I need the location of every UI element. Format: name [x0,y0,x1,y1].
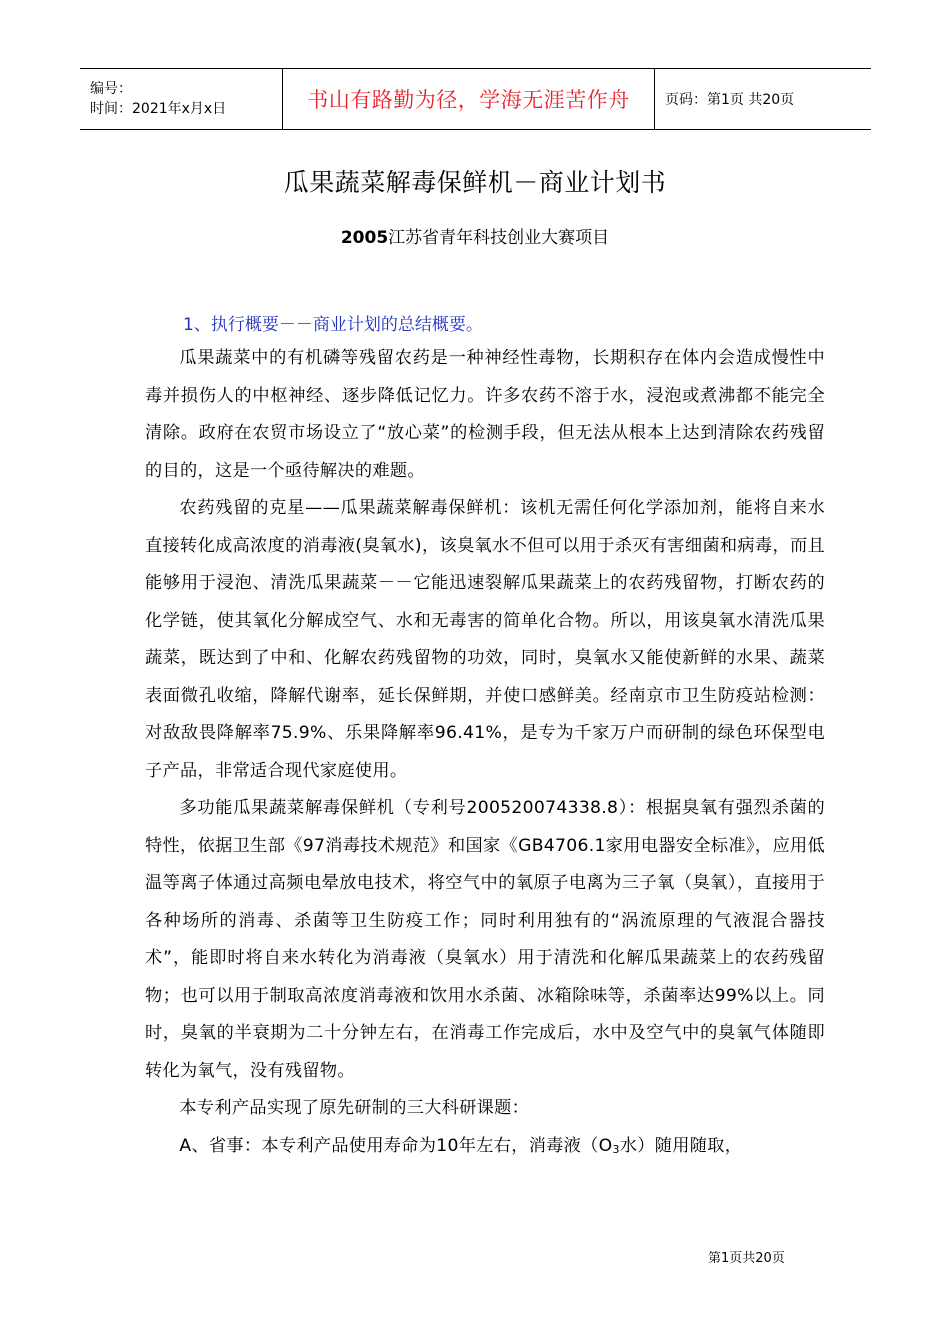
last-line-suffix: 水）随用随取， [619,1135,743,1156]
ozone-subscript: 3 [612,1142,620,1156]
paragraph: 本专利产品实现了原先研制的三大科研课题： [179,1098,530,1118]
document-title: 瓜果蔬菜解毒保鲜机－商业计划书 [283,168,667,197]
header-meta [80,69,282,129]
paragraph: 多功能瓜果蔬菜解毒保鲜机（专利号200520074338.8）：根据臭氧有强烈杀菌的特性，依据卫生部《97消毒技术规范》和国家《GB4706.1家用电器安全标准》，应用低温等离子体通过高频电晕放电技术，将空气中的氧原子电离为三子氧（臭氧），直接用于各种场所的消毒、杀菌等卫生防疫工作；同时利用独有的“涡流原理的气液混合器技术”，能即时将自来水转化为消毒液（臭氧水）用于清洗和化解瓜果蔬菜上的农药残留物；也可以用于制取高浓度消毒液和饮用水杀菌、冰箱除味等，杀菌率达99%以上。同时，臭氧的半衰期为二十分钟左右，在消毒工作完成后，水中及空气中的臭氧气体随即转化为氧气，没有残留物。 [145,798,825,1081]
section-heading: 1、执行概要－－商业计划的总结概要。 [183,315,483,335]
subtitle-year: 2005 [340,228,389,248]
serial-label: 编号： [90,81,132,97]
header-table [80,68,871,130]
subtitle-text: 江苏省青年科技创业大赛项目 [388,228,610,248]
header-page-info: 页码：第1页 共20页 [665,92,795,108]
footer-page-info: 第1页共20页 [708,1251,785,1266]
paragraph-last-line [145,1128,825,1169]
paragraph: 农药残留的克星——瓜果蔬菜解毒保鲜机：该机无需任何化学添加剂，能将自来水直接转化成高浓度的消毒液(臭氧水)，该臭氧水不但可以用于杀灭有害细菌和病毒，而且能够用于浸泡、清洗瓜果蔬菜－－它能迅速裂解瓜果蔬菜上的农药残留物，打断农药的化学链，使其氧化分解成空气、水和无毒害的简单化合物。所以，用该臭氧水清洗瓜果蔬菜，既达到了中和、化解农药残留物的功效，同时，臭氧水又能使新鲜的水果、蔬菜表面微孔收缩，降解代谢率，延长保鲜期，并使口感鲜美。经南京市卫生防疫站检测：对敌敌畏降解率75.9%、乐果降解率96.41%，是专为千家万户而研制的绿色环保型电子产品，非常适合现代家庭使用。 [145,498,825,781]
last-line-prefix: A、省事：本专利产品使用寿命为10年左右，消毒液（O [179,1135,613,1156]
paragraph: 瓜果蔬菜中的有机磷等残留农药是一种神经性毒物，长期积存在体内会造成慢性中毒并损伤人的中枢神经、逐步降低记忆力。许多农药不溶于水，浸泡或煮沸都不能完全清除。政府在农贸市场设立了“放心菜”的检测手段，但无法从根本上达到清除农药残留的目的，这是一个亟待解决的难题。 [145,348,825,481]
header-motto: 书山有路勤为径，学海无涯苦作舟 [282,69,655,129]
body-text [145,340,825,1168]
document-subtitle [0,223,950,248]
date-label: 时间：2021年x月x日 [90,101,227,117]
